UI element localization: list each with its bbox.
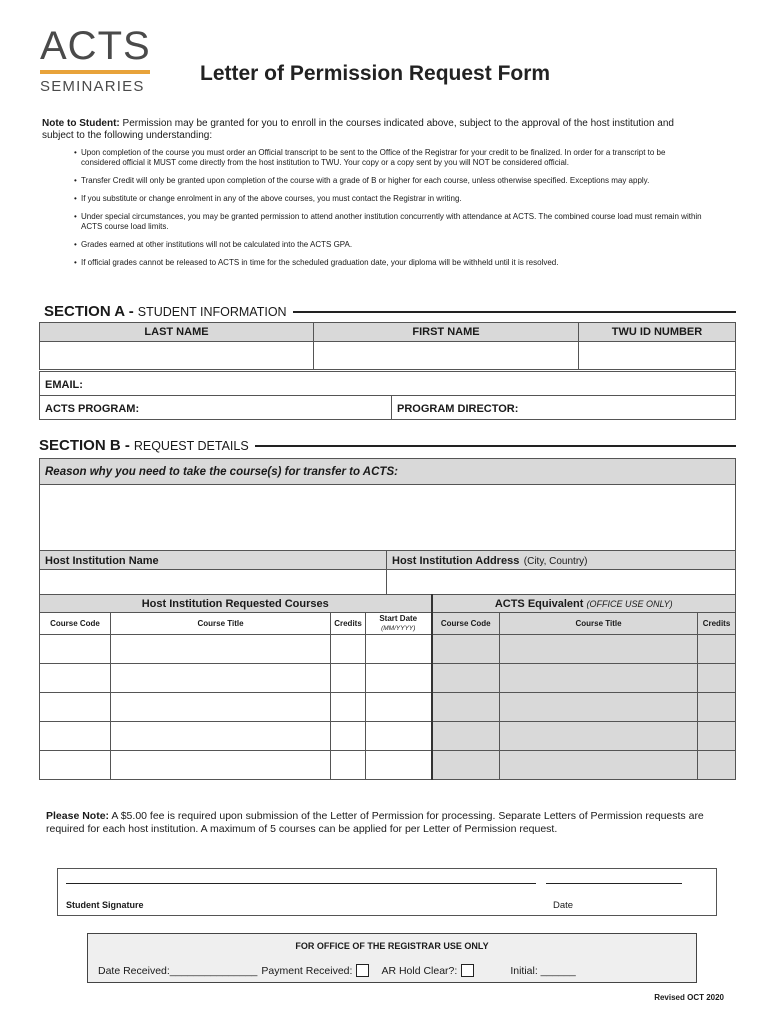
- acts-program-field[interactable]: [40, 396, 392, 420]
- acts-credits-cell[interactable]: [698, 693, 736, 722]
- host-course-title-cell[interactable]: [111, 693, 331, 722]
- host-course-code-cell[interactable]: [40, 664, 111, 693]
- acts-credits-cell[interactable]: [698, 664, 736, 693]
- first-name-field[interactable]: [314, 342, 579, 370]
- date-line[interactable]: [546, 883, 682, 884]
- courses-table: [39, 594, 736, 780]
- acts-course-title-cell[interactable]: [500, 722, 698, 751]
- acts-course-title-cell[interactable]: [500, 635, 698, 664]
- section-a-header: [44, 303, 736, 320]
- logo-seminaries-text: SEMINARIES: [40, 78, 145, 95]
- reason-table: [39, 458, 736, 551]
- logo-acts-text: ACTS: [40, 24, 151, 68]
- acts-equivalent-label: ACTS Equivalent: [494, 597, 584, 610]
- email-program-table: [39, 371, 736, 420]
- date-received-label: Date Received:_______________: [98, 964, 258, 977]
- registrar-office-title: FOR OFFICE OF THE REGISTRAR USE ONLY: [295, 941, 489, 951]
- list-item: • Grades earned at other institutions will not be calculated into the ACTS GPA.: [76, 240, 706, 250]
- twu-id-field[interactable]: [579, 342, 736, 370]
- host-course-code-cell[interactable]: [40, 693, 111, 722]
- start-date-cell[interactable]: [366, 664, 432, 693]
- note-to-student: [42, 118, 702, 142]
- acts-course-title-cell[interactable]: [500, 693, 698, 722]
- revision-note: Revised OCT 2020: [654, 993, 724, 1002]
- start-date-label: Start Date: [379, 614, 418, 623]
- host-address-field[interactable]: [387, 570, 736, 596]
- host-credits-cell[interactable]: [331, 722, 366, 751]
- table-row: [40, 664, 736, 693]
- host-course-code-cell[interactable]: [40, 722, 111, 751]
- last-name-field[interactable]: [40, 342, 314, 370]
- acts-logo: [40, 26, 152, 95]
- email-field[interactable]: [40, 372, 736, 396]
- acts-credits-cell[interactable]: [698, 751, 736, 780]
- start-date-cell[interactable]: [366, 751, 432, 780]
- section-a-rule: [293, 311, 736, 313]
- signature-box: [57, 868, 717, 916]
- host-name-label: Host Institution Name: [45, 555, 159, 567]
- list-item: • Upon completion of the course you must order an Official transcript to be sent to the Office of the Registrar for your credit to be finalized. In order for a transcript to be considered official it MUST come directly from the host institution to TWU. Your copy or a copy sent by you will NOT be considered official.: [76, 148, 706, 168]
- understanding-list: [76, 148, 706, 276]
- list-item: • Under special circumstances, you may be granted permission to attend another institution concurrently with attendance at ACTS. The combined course load must remain within ACTS course load limits.: [76, 212, 706, 232]
- start-date-cell[interactable]: [366, 635, 432, 664]
- host-address-hint: (City, Country): [523, 556, 588, 567]
- table-row: [40, 722, 736, 751]
- list-item: • Transfer Credit will only be granted upon completion of the course with a grade of B or higher for each course, unless otherwise specified. Exceptions may apply.: [76, 176, 706, 186]
- please-note-label: Please Note:: [46, 810, 110, 822]
- ar-hold-label: AR Hold Clear?:: [381, 964, 458, 977]
- list-item: • If official grades cannot be released to ACTS in time for the scheduled graduation date, your diploma will be withheld until it is resolved.: [76, 258, 706, 268]
- twu-id-header: TWU ID NUMBER: [579, 323, 736, 342]
- start-date-hint: (MM/YYYY): [381, 625, 416, 632]
- host-course-title-cell[interactable]: [111, 722, 331, 751]
- acts-credits-header: Credits: [698, 613, 736, 635]
- table-row: [40, 635, 736, 664]
- acts-equivalent-hint: (OFFICE USE ONLY): [586, 598, 673, 609]
- logo-bar: [40, 70, 150, 74]
- initial-label: Initial: ______: [510, 964, 576, 977]
- form-title: Letter of Permission Request Form: [200, 62, 551, 85]
- host-course-code-cell[interactable]: [40, 751, 111, 780]
- list-item: • If you substitute or change enrolment in any of the above courses, you must contact the Registrar in writing.: [76, 194, 706, 204]
- table-row: [40, 751, 736, 780]
- reason-label: Reason why you need to take the course(s) for transfer to ACTS:: [40, 459, 736, 485]
- acts-equivalent-header: [432, 595, 736, 613]
- acts-course-code-cell[interactable]: [432, 693, 500, 722]
- signature-line[interactable]: [66, 883, 536, 884]
- program-director-field[interactable]: [392, 396, 736, 420]
- acts-course-code-cell[interactable]: [432, 751, 500, 780]
- acts-credits-cell[interactable]: [698, 722, 736, 751]
- host-course-title-cell[interactable]: [111, 635, 331, 664]
- acts-course-code-cell[interactable]: [432, 722, 500, 751]
- host-courses-header: Host Institution Requested Courses: [40, 595, 432, 613]
- date-label: Date: [553, 900, 574, 911]
- host-name-header: [40, 551, 387, 570]
- host-credits-cell[interactable]: [331, 693, 366, 722]
- reason-field[interactable]: [40, 485, 736, 551]
- student-info-table: [39, 322, 736, 370]
- ar-hold-checkbox[interactable]: [461, 964, 474, 977]
- acts-program-label: ACTS PROGRAM:: [45, 402, 140, 415]
- host-institution-table: [39, 550, 736, 596]
- section-b-rule: [255, 445, 736, 447]
- host-course-code-cell[interactable]: [40, 635, 111, 664]
- registrar-office-box: [87, 933, 697, 983]
- section-b-title: SECTION B -: [39, 437, 130, 454]
- section-a-subtitle: STUDENT INFORMATION: [137, 304, 287, 319]
- acts-course-code-cell[interactable]: [432, 635, 500, 664]
- registrar-office-row: [98, 964, 576, 977]
- host-name-field[interactable]: [40, 570, 387, 596]
- signature-label: Student Signature: [66, 900, 144, 910]
- acts-credits-cell[interactable]: [698, 635, 736, 664]
- host-address-header: [387, 551, 736, 570]
- host-credits-cell[interactable]: [331, 751, 366, 780]
- please-note-text: A $5.00 fee is required upon submission of the Letter of Permission for processing. Separate Letters of Permission requests are required for each host institution. A maximum of 5 courses can be applied for per Letter of Permission request.: [46, 810, 704, 835]
- host-credits-cell[interactable]: [331, 664, 366, 693]
- section-b-subtitle: REQUEST DETAILS: [133, 438, 249, 453]
- acts-course-code-cell[interactable]: [432, 664, 500, 693]
- host-address-label: Host Institution Address: [392, 555, 520, 567]
- start-date-header: [366, 613, 432, 635]
- acts-course-code-header: Course Code: [432, 613, 500, 635]
- host-course-title-cell[interactable]: [111, 664, 331, 693]
- last-name-header: LAST NAME: [40, 323, 314, 342]
- host-course-title-header: Course Title: [111, 613, 331, 635]
- table-row: [40, 693, 736, 722]
- host-credits-header: Credits: [331, 613, 366, 635]
- please-note: [46, 810, 706, 836]
- host-course-title-cell[interactable]: [111, 751, 331, 780]
- note-text: Permission may be granted for you to enroll in the courses indicated above, subject to the approval of the host institution and subject to the following understanding:: [42, 118, 674, 141]
- host-course-code-header: Course Code: [40, 613, 111, 635]
- acts-course-title-cell[interactable]: [500, 664, 698, 693]
- email-label: EMAIL:: [45, 378, 83, 391]
- section-a-title: SECTION A -: [44, 303, 134, 320]
- payment-received-checkbox[interactable]: [356, 964, 369, 977]
- note-label: Note to Student:: [42, 118, 120, 129]
- first-name-header: FIRST NAME: [314, 323, 579, 342]
- host-credits-cell[interactable]: [331, 635, 366, 664]
- acts-course-title-cell[interactable]: [500, 751, 698, 780]
- start-date-cell[interactable]: [366, 693, 432, 722]
- section-b-header: [39, 437, 736, 454]
- start-date-cell[interactable]: [366, 722, 432, 751]
- payment-received-label: Payment Received:: [261, 964, 353, 977]
- acts-course-title-header: Course Title: [500, 613, 698, 635]
- program-director-label: PROGRAM DIRECTOR:: [397, 402, 519, 415]
